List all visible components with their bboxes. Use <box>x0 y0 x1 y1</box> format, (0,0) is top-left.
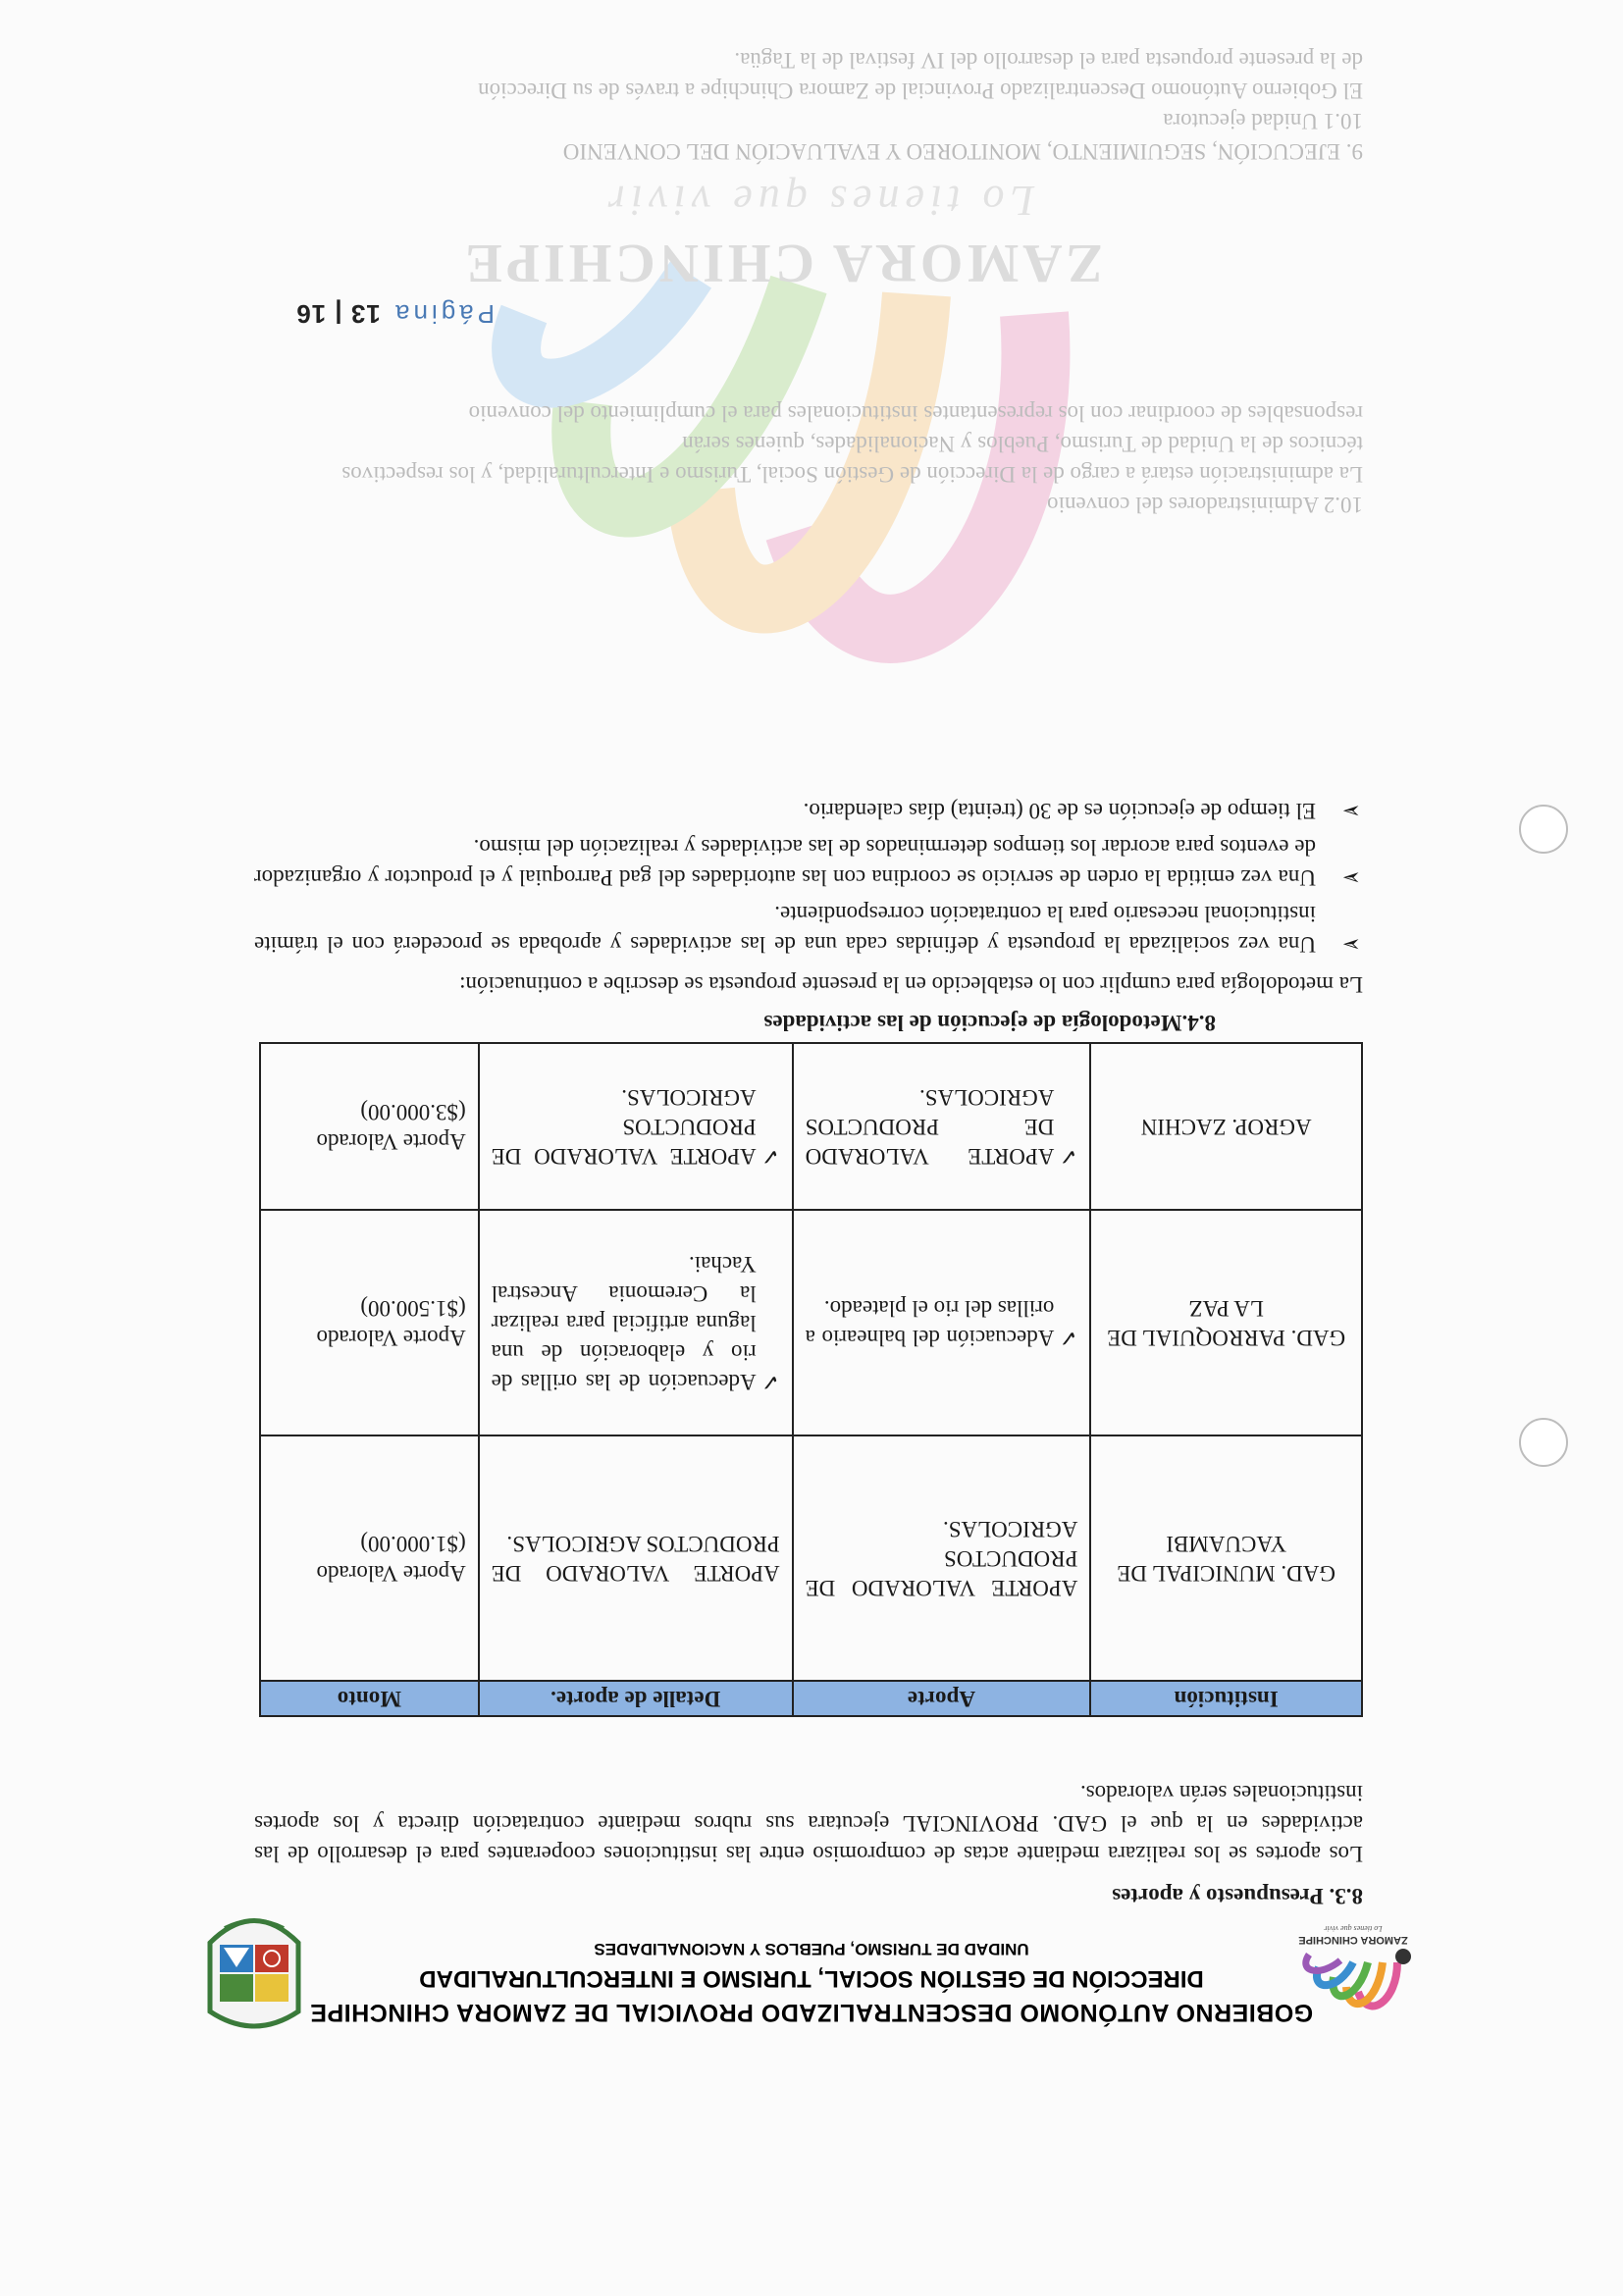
page-label: Página <box>392 299 495 329</box>
page-footer <box>295 298 495 329</box>
cell-institucion: GAD. PARROQUIAL DE LA PAZ <box>1090 1210 1362 1435</box>
cell-institucion: GAD. MUNICIPAL DE YACUAMBI <box>1090 1435 1362 1681</box>
section-methodology <box>254 790 1363 1035</box>
checkmark-item: ✓ Adecuación de las orillas de rio y elaboración de una laguna artificial para realizar la Ceremonia Ancestral Yachai. <box>492 1249 780 1396</box>
list-item: ➢ Una vez socializada la propuesta y definidas cada una de las actividades y aprobada se procederá con el trámite institucional necesario para la contratación correspondiente. <box>254 899 1363 960</box>
watermark-tagline: Lo tienes que vivir <box>602 177 1034 225</box>
checkmark-item: ✓ Adecuación del balneario a orillas del rio el plateado. <box>806 1293 1078 1352</box>
table-row <box>260 1435 1362 1681</box>
cell-monto: Aporte Valorado ($1.500.00) <box>260 1210 479 1435</box>
brand-tagline: Lo tienes que vivir <box>1324 1924 1383 1933</box>
brand-logo-text: ZAMORA CHINCHIPE <box>1298 1934 1408 1946</box>
cell-detalle <box>479 1210 793 1435</box>
column-header-aporte: Aporte <box>793 1681 1091 1716</box>
header-direction: DIRECCIÓN DE GESTIÓN SOCIAL, TURISMO E INTERCULTURALIDAD <box>419 1965 1204 1992</box>
section-heading-methodology: 8.4.Metodología de ejecución de las actividades <box>763 1011 1216 1035</box>
column-header-institucion: Institución <box>1090 1681 1362 1716</box>
cell-monto: Aporte Valorado ($3.000.00) <box>260 1043 479 1210</box>
watermark-logo <box>475 235 1113 824</box>
document-header <box>0 1939 1623 2026</box>
cell-detalle: APORTE VALORADO DE PRODUCTOS AGRICOLAS. <box>479 1435 793 1681</box>
contributions-table-wrap <box>254 1042 1363 1717</box>
bleed-line: El Gobierno Autónomo Descentralizado Provincial de Zamora Chinchipe a través de su Dirección <box>478 78 1363 103</box>
checkmark-item: ✓ APORTE VALORADO DE PRODUCTOS AGRICOLAS. <box>806 1082 1078 1171</box>
watermark-text: ZAMORA CHINCHIPE <box>461 233 1103 293</box>
column-header-detalle: Detalle de aporte. <box>479 1681 793 1716</box>
bleed-line: responsables de coordinar con los representantes institucionales para el cumplimiento del convenio <box>468 401 1363 426</box>
list-item: ➢ El tiempo de ejecución es de 30 (treinta) días calendario. <box>254 796 1363 826</box>
checkmark-item: ✓ APORTE VALORADO DE PRODUCTOS AGRICOLAS. <box>492 1082 780 1171</box>
bleed-line: 9. EJECUCIÓN, SEGUIMIENTO, MONITOREO Y EVALUACIÓN DEL CONVENIO <box>562 139 1363 164</box>
cell-monto: Aporte Valorado ($1.000.00) <box>260 1435 479 1681</box>
bleed-line: técnicos de la Unidad de Turismo, Pueblos y Nacionalidades, quienes serán <box>682 432 1363 456</box>
table-row <box>260 1210 1362 1435</box>
bleed-through-text <box>254 45 1363 167</box>
bleed-line: 10.2 Administradores del convenio <box>1047 493 1363 517</box>
table-header-row <box>260 1681 1362 1716</box>
column-header-monto: Monto <box>260 1681 479 1716</box>
header-unit: UNIDAD DE TURISMO, PUEBLOS Y NACIONALIDADES <box>594 1940 1029 1958</box>
list-item: ➢ Una vez emitida la orden de servicio se coordina con las autoridades del gad Parroquial y el productor y organizador de eventos para acordar los tiempos determinados de las actividades y realización del mismo. <box>254 832 1363 893</box>
bleed-line: de la presente propuesta para el desarrollo del IV festival de la Tagüa. <box>734 48 1363 73</box>
cell-detalle <box>479 1043 793 1210</box>
contributions-table <box>259 1042 1363 1717</box>
cell-aporte: APORTE VALORADO DE PRODUCTOS AGRICOLAS. <box>793 1435 1091 1681</box>
cell-aporte <box>793 1043 1091 1210</box>
cell-institucion: AGROP. ZACHIN <box>1090 1043 1362 1210</box>
methodology-list <box>254 796 1363 960</box>
bleed-through-text-lower <box>254 398 1363 520</box>
methodology-intro: La metodología para cumplir con lo establecido en la presente propuesta se describe a continuación: <box>459 972 1363 997</box>
section-heading-budget: 8.3. Presupuesto y aportes <box>1112 1884 1363 1908</box>
section-budget <box>254 1778 1363 1908</box>
bleed-line: 10.1 Unidad ejecutora <box>1163 109 1363 133</box>
bleed-line: La administración estará a cargo de la Dirección de Gestión Social, Turismo e Interculturalidad, y los respectivos <box>341 462 1363 487</box>
table-row <box>260 1043 1362 1210</box>
page-number: 13 | 16 <box>295 299 381 329</box>
header-title: GOBIERNO AUTÓNOMO DESCENTRALIZADO PROVICIAL DE ZAMORA CHINCHIPE <box>309 1999 1314 2026</box>
budget-paragraph: Los aportes se los realizara mediante actas de compromiso entre las instituciones cooperantes para el desarrollo de las actividades en la que el GAD. PROVINCIAL ejecutara sus rubros mediante contratación directa y los aportes institucionales serán valorados. <box>254 1781 1363 1866</box>
cell-aporte <box>793 1210 1091 1435</box>
